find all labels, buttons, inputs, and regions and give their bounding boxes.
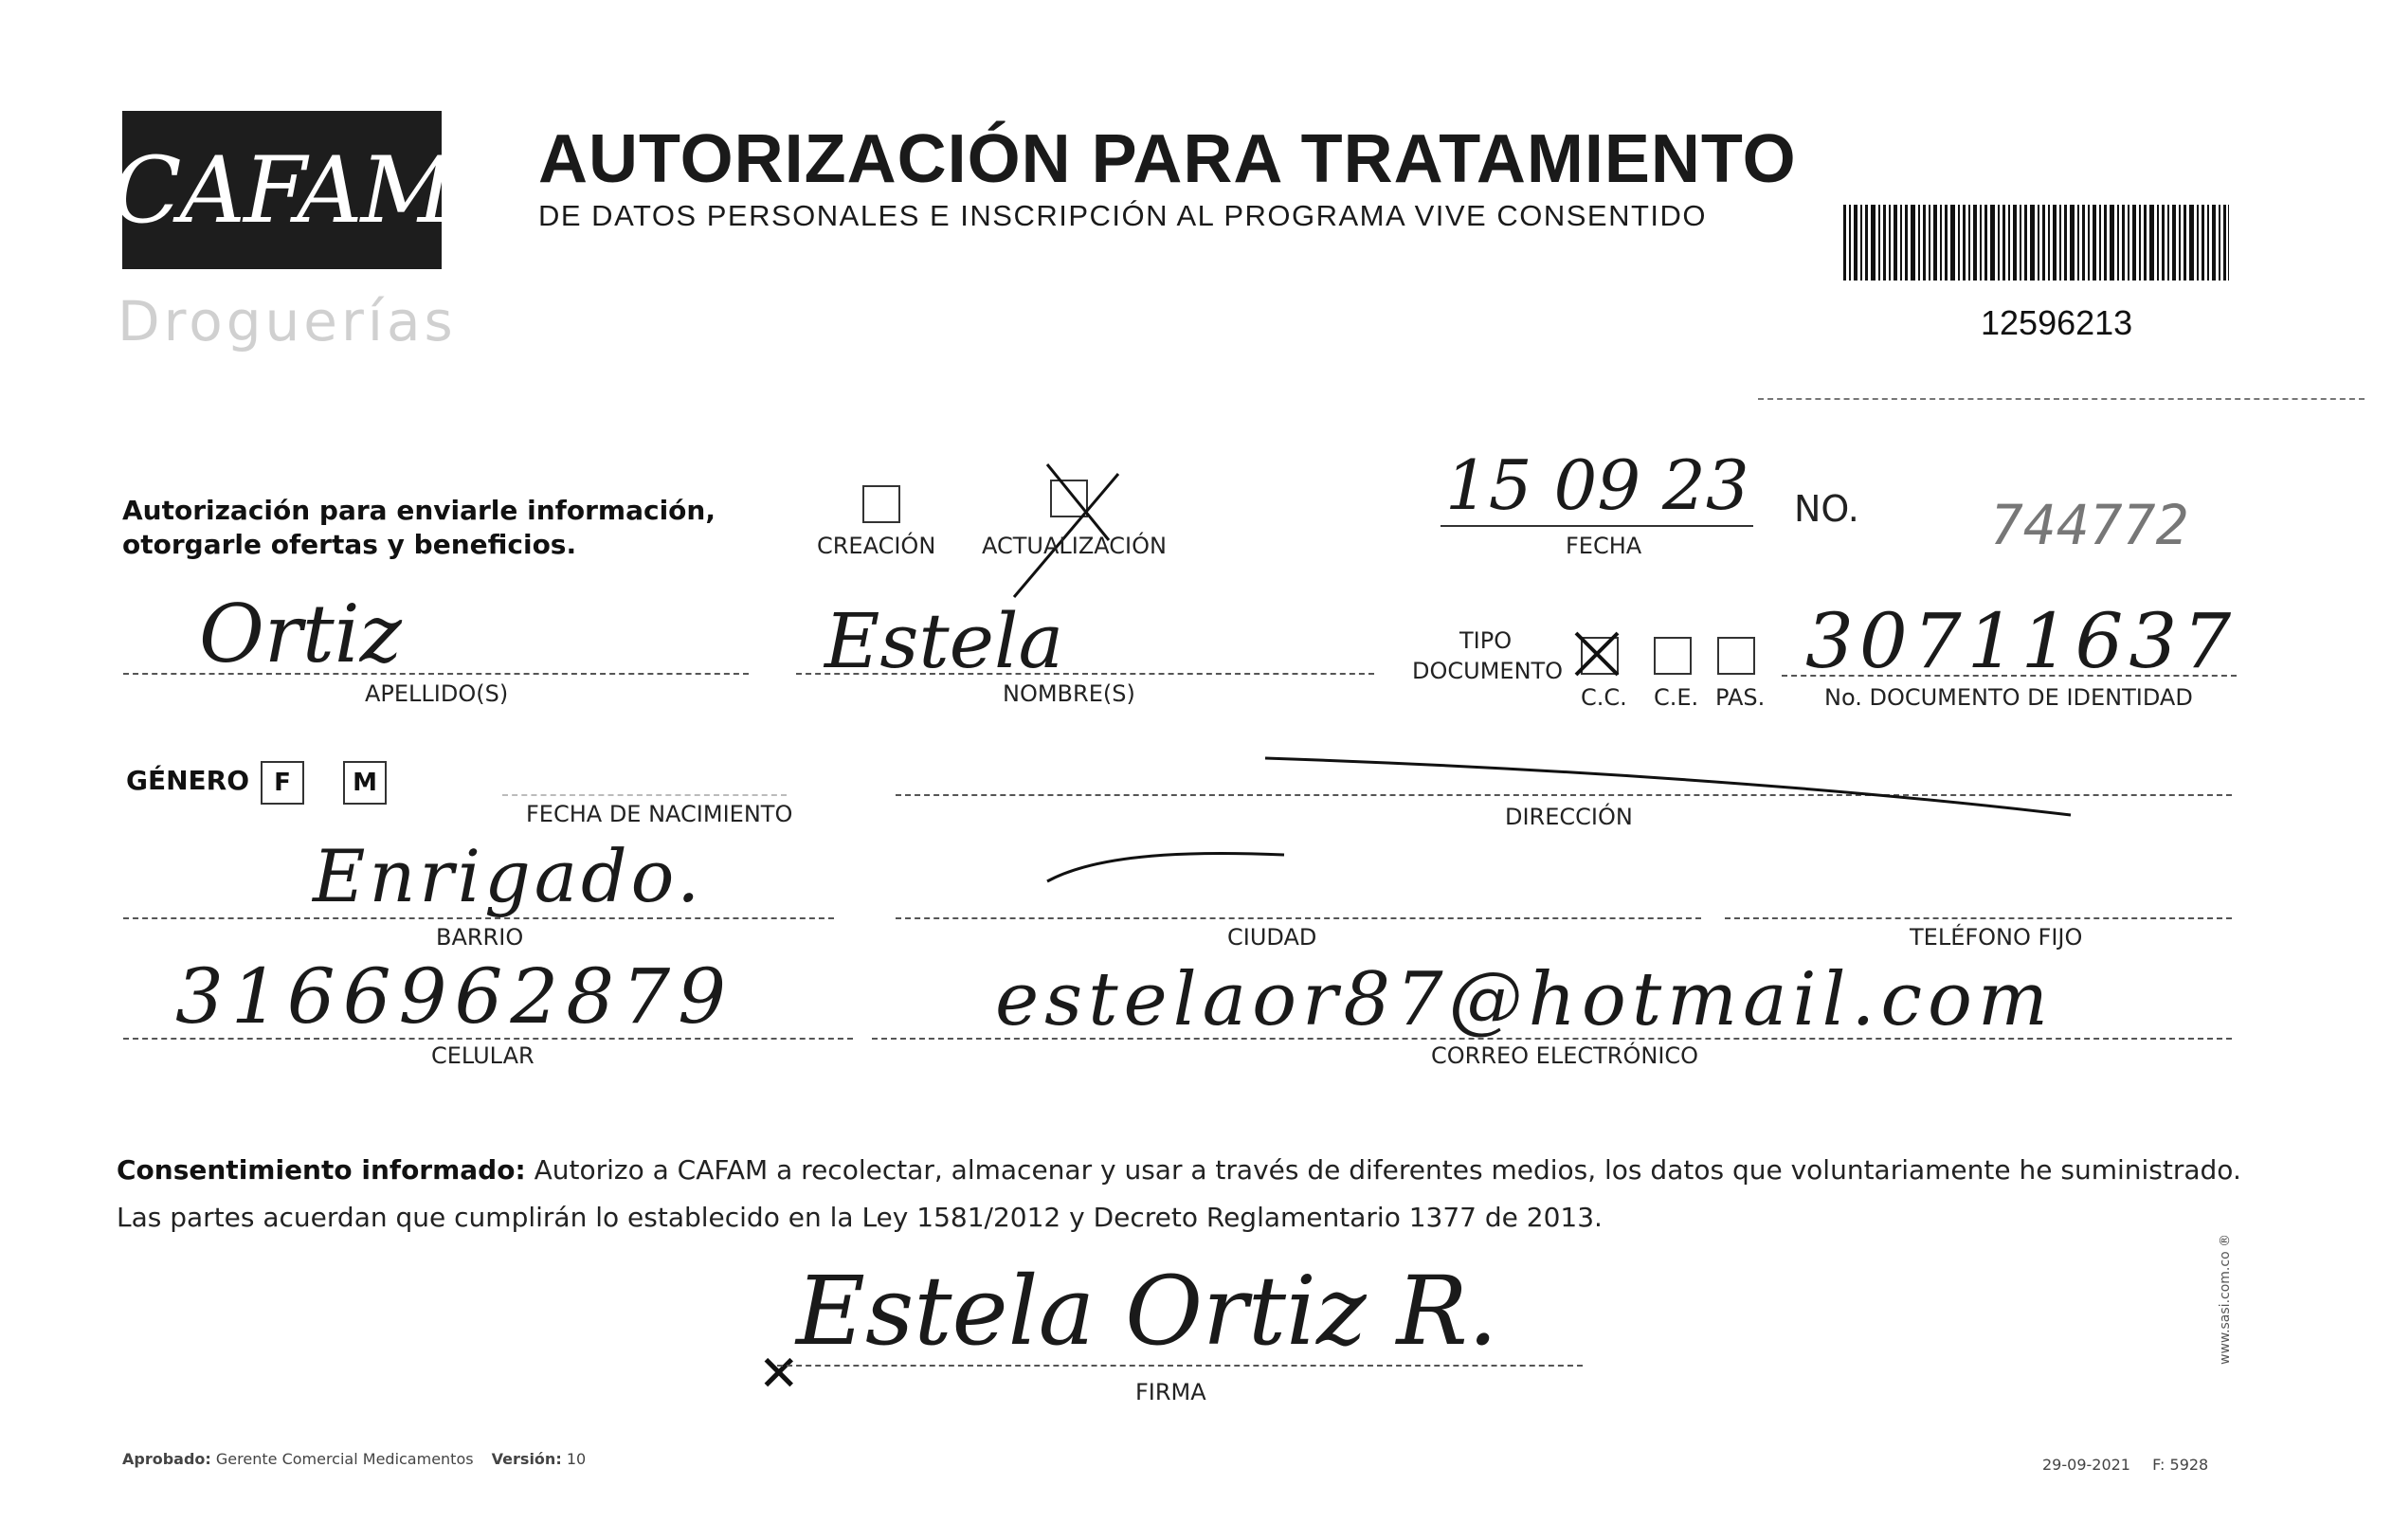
version-label: Versión: (491, 1450, 562, 1468)
barcode (1843, 205, 2229, 281)
correo-line (872, 1038, 2232, 1040)
no-value: 744772 (1990, 493, 2189, 557)
telefono-line (1725, 917, 2232, 919)
auth-heading-line2: otorgarle ofertas y beneficios. (122, 529, 577, 560)
celular-value[interactable]: 3166962879 (175, 952, 734, 1041)
nacimiento-line (502, 794, 787, 796)
nombres-value[interactable]: Estela (825, 597, 1064, 685)
barrio-label: BARRIO (436, 924, 524, 951)
actualizacion-check-mark (1005, 455, 1128, 607)
signature-value[interactable]: Estela Ortiz R. (796, 1256, 1498, 1367)
form-title: AUTORIZACIÓN PARA TRATAMIENTO (538, 121, 1797, 197)
tipo-label: TIPO (1459, 627, 1513, 654)
consent-line2: Las partes acuerdan que cumplirán lo establecido en la Ley 1581/2012 y Decreto Reglamentario 1377 de 2013. (117, 1202, 1603, 1233)
side-text: www.sasi.com.co ® (2218, 1233, 2233, 1365)
pas-checkbox[interactable] (1717, 637, 1755, 675)
direccion-label: DIRECCIÓN (1505, 804, 1633, 830)
date-code: 29-09-2021 (2042, 1456, 2130, 1474)
footer-codes (2042, 1456, 2208, 1474)
telefono-label: TELÉFONO FIJO (1910, 924, 2083, 951)
nombres-line (796, 673, 1374, 675)
form-subtitle: DE DATOS PERSONALES E INSCRIPCIÓN AL PROGRAMA VIVE CONSENTIDO (538, 199, 1708, 232)
celular-line (123, 1038, 853, 1040)
ciudad-strike-line (1042, 843, 1289, 891)
celular-label: CELULAR (431, 1042, 535, 1069)
genero-f-box[interactable] (261, 761, 304, 805)
apellidos-line (123, 673, 749, 675)
genero-label: GÉNERO (126, 765, 250, 796)
direccion-strike-line (1260, 749, 2075, 824)
form-code: F: 5928 (2152, 1456, 2209, 1474)
actualizacion-label: ACTUALIZACIÓN (982, 533, 1167, 559)
doc-label: No. DOCUMENTO DE IDENTIDAD (1824, 684, 2193, 711)
ce-label: C.E. (1654, 684, 1699, 711)
consent-line1 (117, 1154, 2241, 1186)
no-label: NO. (1794, 488, 1859, 530)
barcode-number: 12596213 (1981, 303, 2133, 342)
nombres-label: NOMBRE(S) (1003, 680, 1135, 707)
genero-f-label: F (274, 769, 291, 797)
fecha-label: FECHA (1566, 533, 1642, 559)
correo-value[interactable]: estelaor87@hotmail.com (995, 957, 2054, 1042)
pas-label: PAS. (1715, 684, 1766, 711)
fecha-value[interactable]: 15 09 23 (1445, 445, 1749, 525)
cc-check-mark (1568, 625, 1625, 682)
barrio-line (123, 917, 834, 919)
creacion-label: CREACIÓN (817, 533, 936, 559)
footer-aprobado (122, 1450, 586, 1468)
version-value: 10 (566, 1450, 587, 1468)
ce-checkbox[interactable] (1654, 637, 1692, 675)
signature-label: FIRMA (1135, 1379, 1206, 1405)
apellidos-label: APELLIDO(S) (365, 680, 509, 707)
ciudad-label: CIUDAD (1227, 924, 1317, 951)
logo-subtext: Droguerías (118, 289, 457, 353)
doc-value[interactable]: 30711637 (1805, 597, 2238, 685)
aprobado-value: Gerente Comercial Medicamentos (215, 1450, 474, 1468)
doc-line (1782, 675, 2237, 677)
correo-label: CORREO ELECTRÓNICO (1431, 1042, 1699, 1069)
documento-label: DOCUMENTO (1412, 658, 1564, 684)
fecha-line (1441, 525, 1753, 527)
cc-label: C.C. (1581, 684, 1627, 711)
ciudad-line (896, 917, 1701, 919)
signature-x-mark: ✕ (758, 1346, 800, 1403)
signature-line (777, 1365, 1583, 1367)
consent-bold-lead: Consentimiento informado: (117, 1154, 526, 1186)
creacion-checkbox[interactable] (862, 485, 900, 523)
genero-m-label: M (353, 769, 377, 797)
genero-m-box[interactable] (343, 761, 387, 805)
barrio-value[interactable]: Enrigado. (313, 834, 704, 918)
auth-heading-line1: Autorización para enviarle información, (122, 495, 716, 526)
consent-text-1: Autorizo a CAFAM a recolectar, almacenar y usar a través de diferentes medios, los datos que voluntariamente he suministrado. (534, 1154, 2241, 1186)
cafam-logo: CAFAM (112, 136, 452, 244)
separator-line (1758, 398, 2365, 400)
nacimiento-label: FECHA DE NACIMIENTO (526, 801, 793, 827)
apellidos-value[interactable]: Ortiz (199, 588, 402, 680)
aprobado-label: Aprobado: (122, 1450, 211, 1468)
